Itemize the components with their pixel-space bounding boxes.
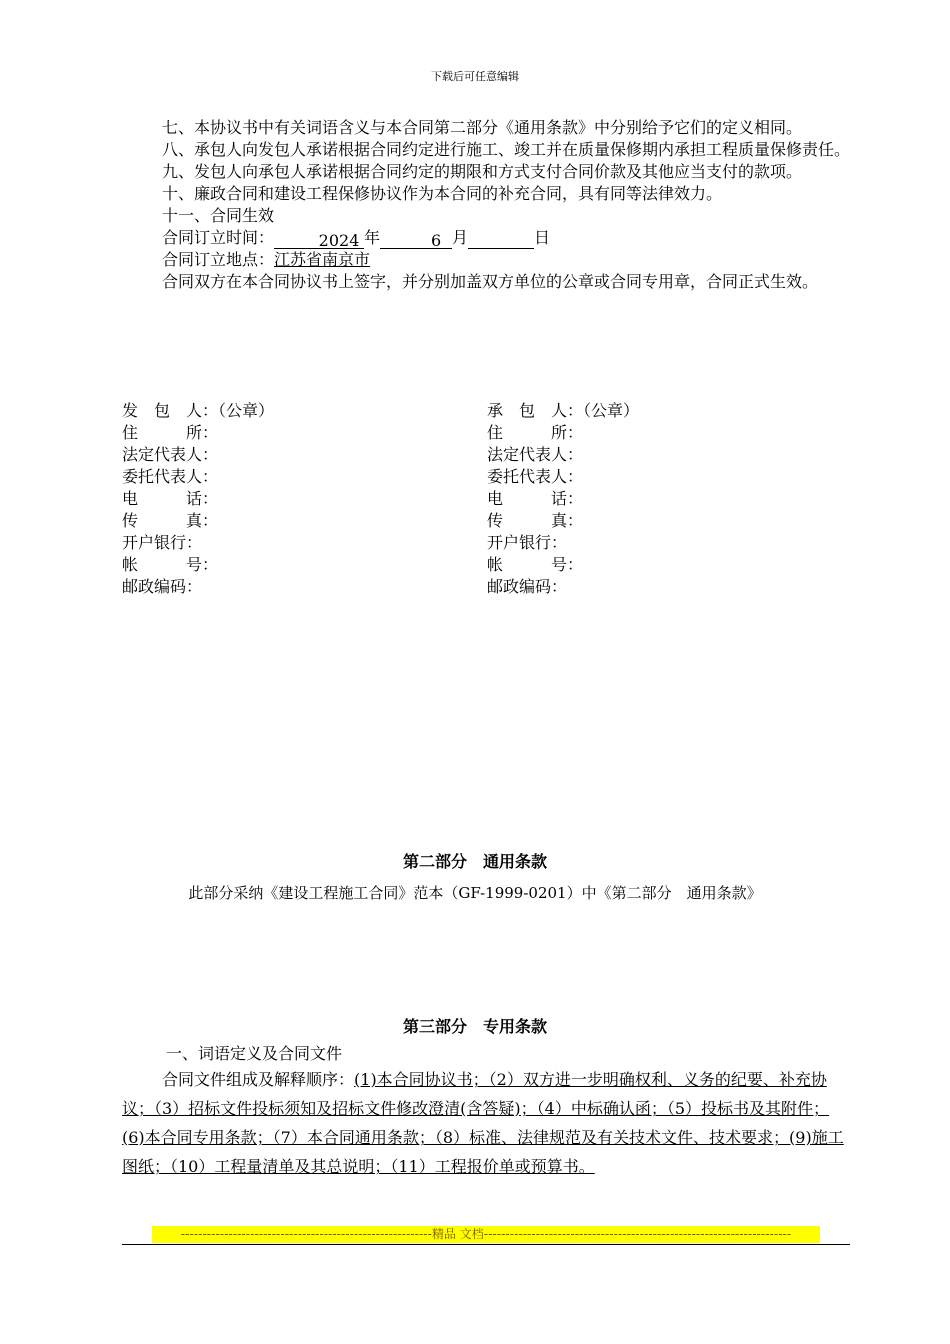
day-unit: 日 bbox=[534, 228, 551, 247]
part2-title: 第二部分 通用条款 bbox=[402, 852, 547, 871]
employer-line: 发 包 人：（公章） bbox=[122, 401, 275, 420]
contractor-line: 电 话： bbox=[487, 489, 584, 508]
place-label: 合同订立地点： bbox=[162, 250, 275, 269]
clause-8: 八、承包人向发包人承诺根据合同约定进行施工、竣工并在质量保修期内承担工程质量保修责任。 bbox=[162, 140, 851, 159]
contractor-line: 委托代表人： bbox=[487, 467, 584, 486]
part3-title: 第三部分 专用条款 bbox=[402, 1017, 547, 1036]
part2-note: 此部分采纳《建设工程施工合同》范本（GF-1999-0201）中《第二部分 通用条款》 bbox=[188, 884, 762, 902]
employer-line: 住 所： bbox=[122, 423, 219, 442]
clause-9: 九、发包人向承包人承诺根据合同约定的期限和方式支付合同价款及其他应当支付的款项。 bbox=[162, 162, 803, 181]
year-unit: 年 bbox=[364, 228, 381, 247]
employer-signature-block bbox=[122, 400, 274, 598]
place-value: 江苏省南京市 bbox=[274, 250, 371, 269]
contractor-line: 法定代表人： bbox=[487, 445, 584, 464]
contractor-line: 承 包 人：（公章） bbox=[487, 401, 640, 420]
employer-line: 开户银行： bbox=[122, 533, 203, 552]
clause-11: 十一、合同生效 bbox=[162, 206, 275, 225]
day-field[interactable] bbox=[468, 230, 534, 249]
part3-content bbox=[122, 1043, 850, 1181]
footer-divider bbox=[122, 1244, 850, 1245]
clause-7: 七、本协议书中有关词语含义与本合同第二部分《通用条款》中分别给予它们的定义相同。 bbox=[162, 118, 803, 137]
date-label: 合同订立时间： bbox=[162, 228, 275, 247]
order-text: (1)本合同协议书；（2）双方进一步明确权利、义务的纪要、补充协议；（3）招标文件投标须知及招标文件修改澄清(含答疑)；（4）中标确认函；（5）投标书及其附件；(6)本合同专用条款；（7）本合同通用条款；（8）标准、法律规范及有关技术文件、技术要求；(9)施工图纸；（10）工程量清单及其总说明；（11）工程报价单或预算书。 bbox=[122, 1070, 844, 1176]
employer-line: 法定代表人： bbox=[122, 445, 219, 464]
section-heading: 一、词语定义及合同文件 bbox=[166, 1044, 343, 1063]
contractor-line: 开户银行： bbox=[487, 533, 568, 552]
contractor-line: 邮政编码： bbox=[487, 577, 568, 596]
order-label: 合同文件组成及解释顺序： bbox=[162, 1070, 355, 1089]
contractor-line: 住 所： bbox=[487, 423, 584, 442]
contract-place bbox=[122, 249, 850, 271]
footer-banner: ----------------------------------------------------------精品 文档----------------------------------------------------------------------- bbox=[152, 1226, 820, 1243]
agreement-section bbox=[122, 117, 850, 293]
month-field[interactable]: 6 bbox=[380, 230, 452, 249]
contractor-line: 传 真： bbox=[487, 511, 584, 530]
employer-line: 帐 号： bbox=[122, 555, 219, 574]
month-unit: 月 bbox=[452, 228, 469, 247]
page-header: 下载后可任意编辑 bbox=[431, 70, 519, 83]
employer-line: 邮政编码： bbox=[122, 577, 203, 596]
employer-line: 委托代表人： bbox=[122, 467, 219, 486]
employer-line: 传 真： bbox=[122, 511, 219, 530]
employer-line: 电 话： bbox=[122, 489, 219, 508]
year-field[interactable]: 2024 bbox=[274, 230, 364, 249]
effect-clause: 合同双方在本合同协议书上签字，并分别加盖双方单位的公章或合同专用章，合同正式生效。 bbox=[162, 272, 819, 291]
contractor-line: 帐 号： bbox=[487, 555, 584, 574]
contractor-signature-block bbox=[487, 400, 639, 598]
clause-10: 十、廉政合同和建设工程保修协议作为本合同的补充合同，具有同等法律效力。 bbox=[162, 184, 723, 203]
document-order bbox=[122, 1065, 850, 1181]
contract-date bbox=[122, 227, 850, 249]
